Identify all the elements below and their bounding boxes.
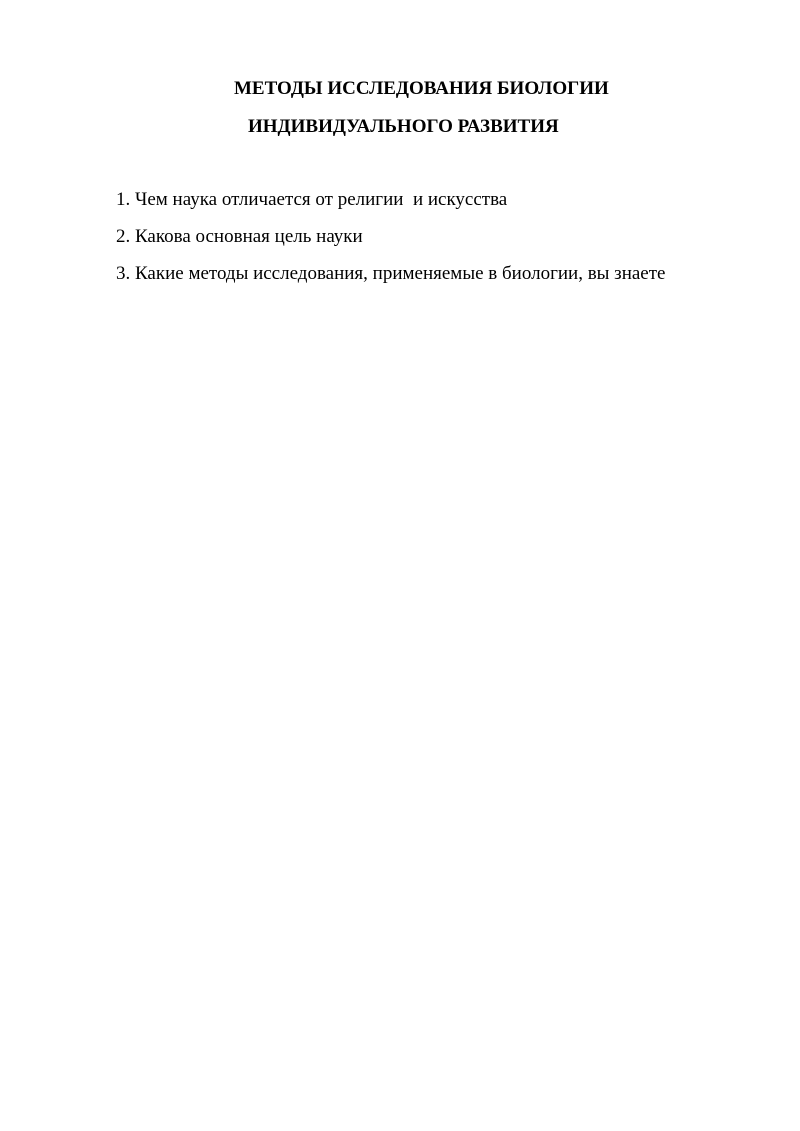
question-item-2: 2. Какова основная цель науки	[116, 226, 363, 247]
question-item-1: 1. Чем наука отличается от религии и искусства	[116, 189, 508, 210]
document-title-line-1: МЕТОДЫ ИССЛЕДОВАНИЯ БИОЛОГИИ	[234, 78, 609, 99]
document-title-line-2: ИНДИВИДУАЛЬНОГО РАЗВИТИЯ	[248, 116, 559, 137]
question-list	[116, 190, 665, 301]
question-item-3: 3. Какие методы исследования, применяемые в биологии, вы знаете	[116, 263, 666, 284]
